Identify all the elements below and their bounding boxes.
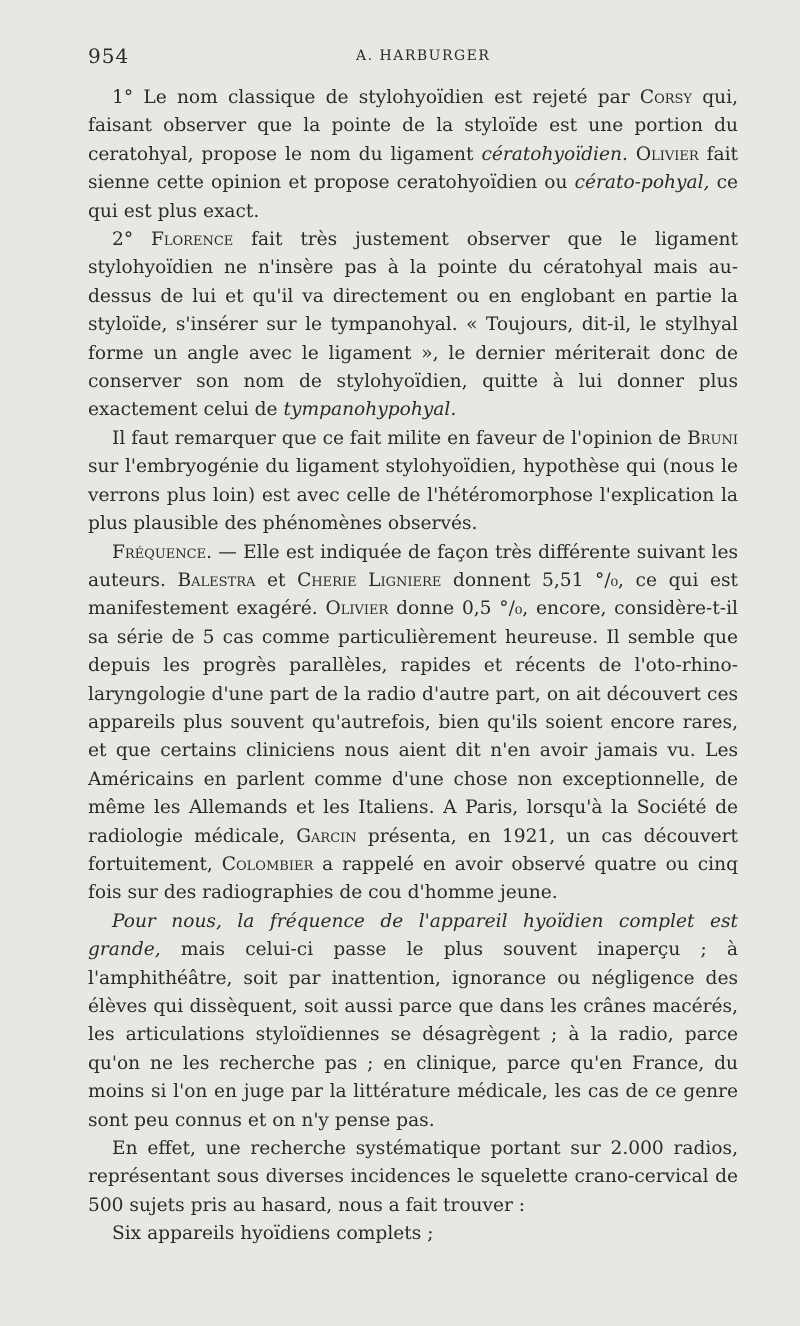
paragraph [88,425,738,539]
text-run: 1° Le nom classique de stylohyoïdien est rejeté par [112,87,640,108]
page-header [88,44,730,74]
author-name: Florence [150,229,234,251]
author-name: Bruni [687,427,738,449]
text-run: Six appareils hyoïdiens complets ; [112,1223,434,1245]
paragraph [88,539,738,908]
text-run: donnent 5,51 °/₀, ce qui est manifestement exagéré. [88,569,739,620]
text-run: — Elle est indiquée de façon très différente suivant les auteurs. [88,541,738,591]
author-name: Cherie Ligniere [297,569,442,591]
paragraph [88,84,738,226]
text-run [628,144,636,165]
author-name: Colombier [221,853,314,875]
author-name: Garcin [296,825,357,847]
author-name: Balestra [177,569,256,591]
italic-text: cératohyoïdien. [481,143,628,165]
text-run: mais celui-ci passe le plus souvent inaperçu ; à l'amphithéâtre, soit par inattention, ignorance ou négligence des élèves qui dissèquent, soit aussi parce que dans les crânes macérés, les articulations styloïdiennes se désagrègent ; à la radio, parce qu'on ne les recherche pas ; en clinique, parce qu'en France, du moins si l'on en juge par la littérature médicale, les cas de ce genre sont peu connus et on n'y pense pas. [88,939,738,1131]
text-run: sur l'embryogénie du ligament stylohyoïdien, hypothèse qui (nous le verrons plus loin) est avec celle de l'hétéromorphose l'explication la plus plausible des phénomènes observés. [88,456,738,535]
text-run: 2° [112,229,151,251]
text-run: qui, faisant observer que la pointe de la styloïde est une portion du ceratohyal, propose le nom du ligament [88,87,738,165]
page-number: 954 [88,44,130,68]
paragraph [88,1135,738,1220]
italic-text: tympanohypohyal. [283,399,457,421]
text-run: ce qui est plus exact. [88,172,738,222]
paragraph [88,226,738,425]
paragraph [88,908,738,1135]
author-name: Corsy [639,87,693,108]
author-name: Fréquence. [112,541,213,563]
body-text [88,84,738,1249]
text-run: a rappelé en avoir observé quatre ou cinq fois sur des radiographies de cou d'homme jeune. [88,853,738,904]
author-name: Olivier [635,143,699,165]
paragraph [88,1220,738,1248]
italic-text: cérato-pohyal, [574,172,710,194]
text-run: En effet, une recherche systématique portant sur 2.000 radios, représentant sous diverses incidences le squelette crano-cervical de 500 sujets pris au hasard, nous a fait trouver : [88,1138,738,1216]
text-run: donne 0,5 °/₀, encore, considère-t-il sa série de 5 cas comme particulièrement heureuse. Il semble que depuis les progrès parallèles, rapides et récents de l'oto-rhino-laryngologie d'une part de la radio d'autre part, on ait découvert ces appareils plus souvent qu'autrefois, bien qu'ils soient encore rares, et que certains cliniciens nous aient dit n'en avoir jamais vu. Les Américains en parlent comme d'une chose non exceptionnelle, de même les Allemands et les Italiens. A Paris, lorsqu'à la Société de radiologie médicale, [88,598,738,847]
text-run: fait très justement observer que le ligament stylohyoïdien ne n'insère pas à la pointe du cératohyal mais au-dessus de lui et qu'il va directement ou en englobant en partie la styloïde, s'insérer sur le tympanohyal. « Toujours, dit-il, le stylhyal forme un angle avec le ligament », le dernier mériterait donc de conserver son nom de stylohyoïdien, quitte à lui donner plus exactement celui de [88,229,738,421]
text-run: et [255,569,298,591]
italic-text: Pour nous, la fréquence de l'appareil hyoïdien complet est grande, [88,910,738,961]
text-run: Il faut remarquer que ce fait milite en faveur de l'opinion de [112,427,688,449]
text-run: fait sienne cette opinion et propose ceratohyoïdien ou [88,143,738,194]
text-run: présenta, en 1921, un cas découvert fortuitement, [88,825,738,875]
running-head: A. HARBURGER [356,48,491,64]
author-name: Olivier [325,598,389,620]
